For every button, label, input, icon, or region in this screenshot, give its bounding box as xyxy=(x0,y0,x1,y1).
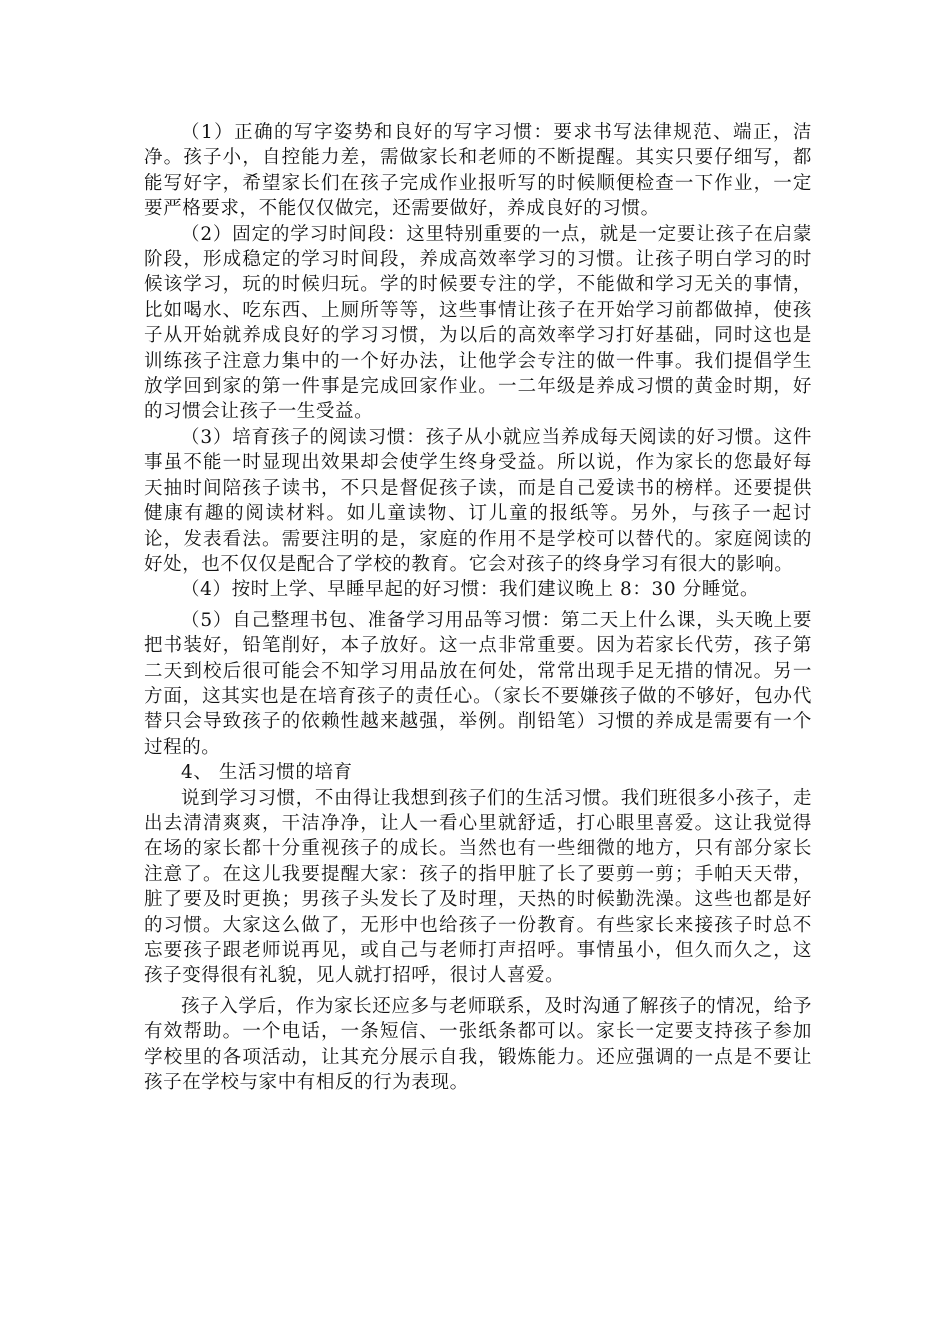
section-heading: 4、 生活习惯的培育 xyxy=(181,762,353,784)
paragraph-parent-teacher: 孩子入学后，作为家长还应多与老师联系，及时沟通了解孩子的情况，给予有效帮助。一个电话，一条短信、一张纸条都可以。家长一定要支持孩子参加学校里的各项活动，让其充分展示自我，锻炼能力。还应强调的一点是不要让孩子在学校与家中有相反的行为表现。 xyxy=(144,995,812,1094)
paragraph-writing-habits: （1）正确的写字姿势和良好的写字习惯：要求书写法律规范、端正，洁净。孩子小，自控能力差，需做家长和老师的不断提醒。其实只要仔细写，都能写好字，希望家长们在孩子完成作业报听写的时候顺便检查一下作业，一定要严格要求，不能仅仅做完，还需要做好，养成良好的习惯。 xyxy=(144,122,812,220)
paragraph-sleep-schedule: （4）按时上学、早睡早起的好习惯：我们建议晚上 8：30 分睡觉。 xyxy=(181,579,760,601)
paragraph-school-bag: （5）自己整理书包、准备学习用品等习惯：第二天上什么课，头天晚上要把书装好，铅笔削好，本子放好。这一点非常重要。因为若家长代劳，孩子第二天到校后很可能会不知学习用品放在何处，常常出现手足无措的情况。另一方面，这其实也是在培育孩子的责任心。（家长不要嫌孩子做的不够好，包办代替只会导致孩子的依赖性越来越强，举例。削铅笔）习惯的养成是需要有一个过程的。 xyxy=(144,609,812,758)
paragraph-study-time: （2）固定的学习时间段：这里特别重要的一点，就是一定要让孩子在启蒙阶段，形成稳定的学习时间段，养成高效率学习的习惯。让孩子明白学习的时候该学习，玩的时候归玩。学的时候要专注的学，不能做和学习无关的事情，比如喝水、吃东西、上厕所等等，这些事情让孩子在开始学习前都做掉，使孩子从开始就养成良好的学习习惯，为以后的高效率学习打好基础，同时这也是训练孩子注意力集中的一个好办法，让他学会专注的做一件事。我们提倡学生放学回到家的第一件事是完成回家作业。一二年级是养成习惯的黄金时期，好的习惯会让孩子一生受益。 xyxy=(144,223,812,423)
document-body xyxy=(144,120,812,1095)
paragraph-living-habits: 说到学习习惯，不由得让我想到孩子们的生活习惯。我们班很多小孩子，走出去清清爽爽，干洁净净，让人一看心里就舒适，打心眼里喜爱。这让我觉得在场的家长都十分重视孩子的成长。当然也有一些细微的地方，只有部分家长注意了。在这儿我要提醒大家：孩子的指甲脏了长了要剪一剪；手帕天天带，脏了要及时更换；男孩子头发长了及时理，天热的时候勤洗澡。这些也都是好的习惯。大家这么做了，无形中也给孩子一份教育。有些家长来接孩子时总不忘要孩子跟老师说再见，或自己与老师打声招呼。事情虽小，但久而久之，这孩子变得很有礼貌，见人就打招呼，很讨人喜爱。 xyxy=(144,787,812,987)
paragraph-reading-habits: （3）培育孩子的阅读习惯：孩子从小就应当养成每天阅读的好习惯。这件事虽不能一时显现出效果却会使学生终身受益。所以说，作为家长的您最好每天抽时间陪孩子读书，不只是督促孩子读，而是自己爱读书的榜样。还要提供健康有趣的阅读材料。如儿童读物、订儿童的报纸等。另外，与孩子一起讨论，发表看法。需要注明的是，家庭的作用不是学校可以替代的。家庭阅读的好处，也不仅仅是配合了学校的教育。它会对孩子的终身学习有很大的影响。 xyxy=(144,426,812,575)
